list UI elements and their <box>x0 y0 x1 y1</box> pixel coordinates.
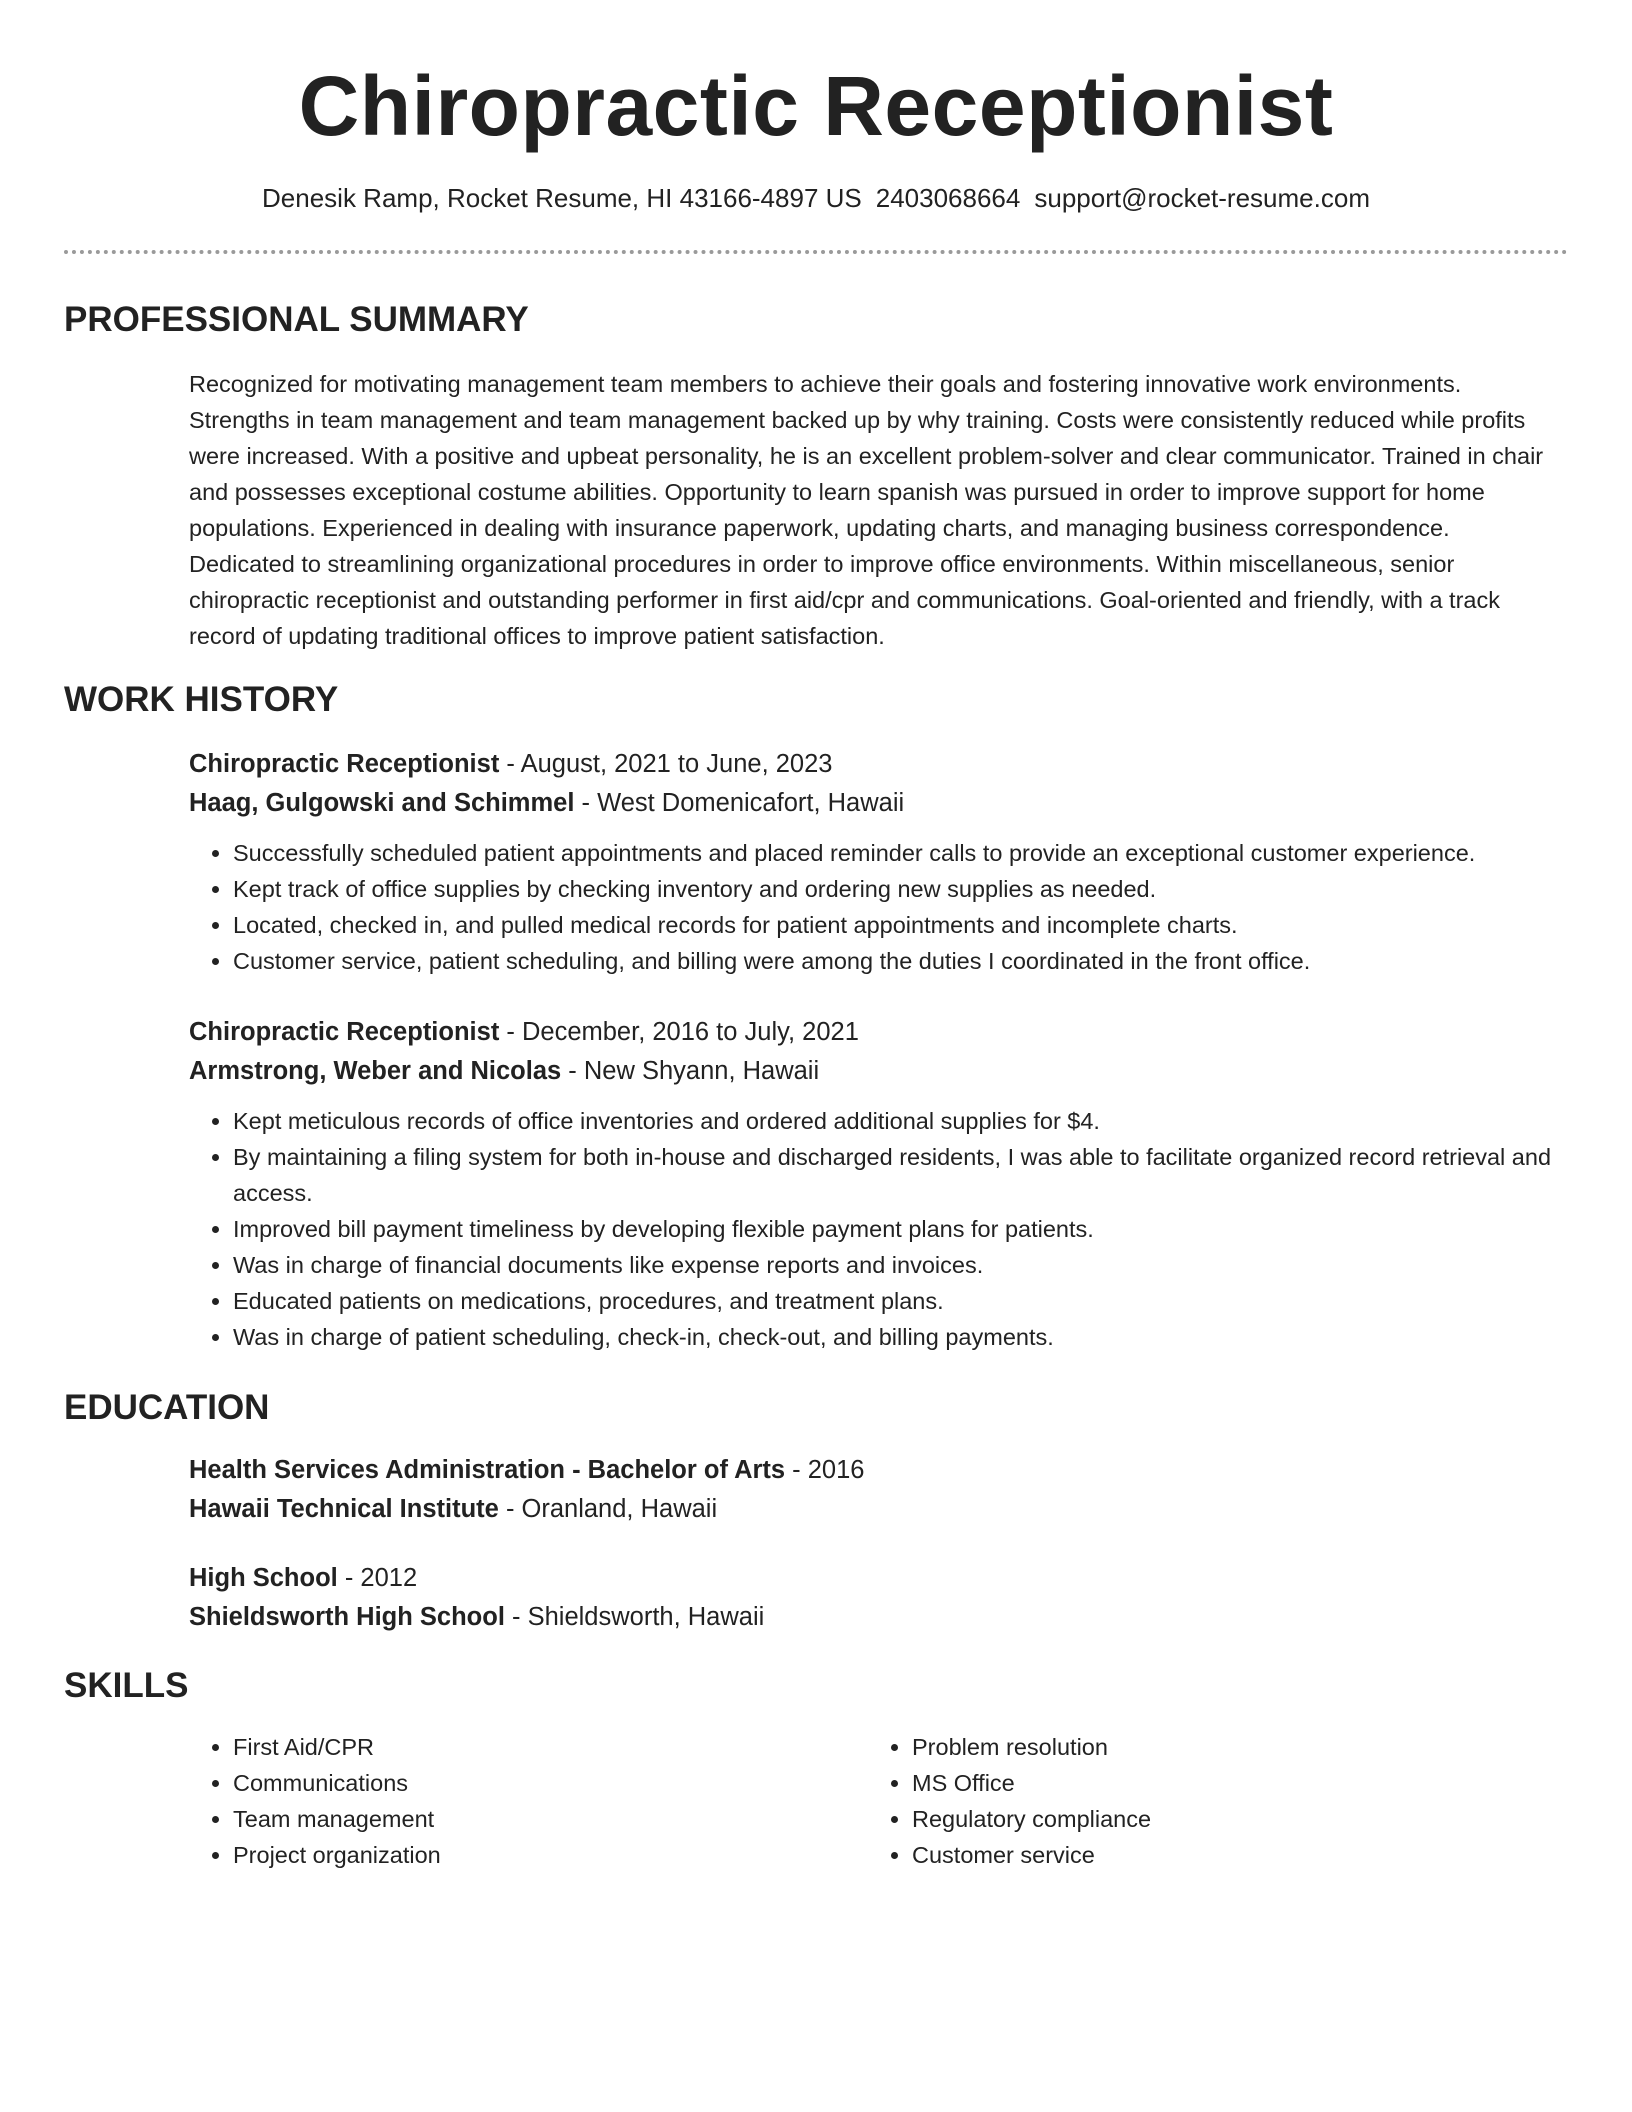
education-entry <box>189 1451 1559 1529</box>
contact-phone: 2403068664 <box>875 183 1021 213</box>
job-dates: - August, 2021 to June, 2023 <box>499 750 833 778</box>
job-dates: - December, 2016 to July, 2021 <box>499 1018 859 1046</box>
skill-item: • Project organization <box>233 1837 829 1873</box>
contact-email[interactable]: support@rocket-resume.com <box>1034 183 1370 213</box>
school-name: Shieldsworth High School <box>189 1603 505 1631</box>
job-employer: Haag, Gulgowski and Schimmel <box>189 789 575 817</box>
skill-item: • Regulatory compliance <box>912 1801 1508 1837</box>
education-entry <box>189 1559 1559 1637</box>
degree-line <box>189 1559 1559 1598</box>
summary-text: Recognized for motivating management team members to achieve their goals and fostering innovative work environments. Strengths in team management and team management backed up by why training. Costs were consistently reduced while profits were increased. With a positive and upbeat personality, he is an excellent problem-solver and clear communicator. Trained in chair and possesses exceptional costume abilities. Opportunity to learn spanish was pursued in order to improve support for home populations. Experienced in dealing with insurance paperwork, updating charts, and managing business correspondence. Dedicated to streamlining organizational procedures in order to improve office environments. Within miscellaneous, senior chiropractic receptionist and outstanding performer in first aid/cpr and communications. Goal-oriented and friendly, with a track record of updating traditional offices to improve patient satisfaction. <box>189 371 1544 649</box>
list-item: • Improved bill payment timeliness by developing flexible payment plans for patients. <box>233 1211 1559 1247</box>
skill-item: • Problem resolution <box>912 1729 1508 1765</box>
list-item: • Customer service, patient scheduling, and billing were among the duties I coordinated in the front office. <box>233 943 1559 979</box>
list-item: • Kept meticulous records of office inventories and ordered additional supplies for $4. <box>233 1103 1559 1139</box>
degree-line <box>189 1451 1559 1490</box>
degree-year: - 2012 <box>337 1564 418 1592</box>
job-role: Chiropractic Receptionist <box>189 750 500 778</box>
job-location: - West Domenicafort, Hawaii <box>574 789 905 817</box>
school-location: - Oranland, Hawaii <box>498 1495 718 1523</box>
degree-name: Health Services Administration - Bachelor of Arts <box>189 1456 786 1484</box>
job-duties-list <box>189 835 1559 979</box>
degree-year: - 2016 <box>785 1456 865 1484</box>
education-heading: EDUCATION <box>64 1388 270 1427</box>
school-location: - Shieldsworth, Hawaii <box>504 1603 765 1631</box>
summary-section <box>189 366 1559 654</box>
skills-column-left <box>189 1729 829 1873</box>
job-employer: Armstrong, Weber and Nicolas <box>189 1057 562 1085</box>
school-line <box>189 1490 1559 1529</box>
skills-list-left <box>189 1729 829 1873</box>
list-item: • Successfully scheduled patient appointments and placed reminder calls to provide an exceptional customer experience. <box>233 835 1559 871</box>
job-employer-line <box>189 1052 1559 1091</box>
job-entry <box>189 745 1559 979</box>
header-divider <box>64 250 1568 254</box>
job-entry <box>189 1013 1559 1355</box>
job-title-line <box>189 1013 1559 1052</box>
school-line <box>189 1598 1559 1637</box>
skills-heading: SKILLS <box>64 1666 189 1705</box>
job-title-line <box>189 745 1559 784</box>
skill-item: • Communications <box>233 1765 829 1801</box>
job-location: - New Shyann, Hawaii <box>561 1057 820 1085</box>
job-employer-line <box>189 784 1559 823</box>
list-item: • Was in charge of patient scheduling, check-in, check-out, and billing payments. <box>233 1319 1559 1355</box>
school-name: Hawaii Technical Institute <box>189 1495 499 1523</box>
contact-address: Denesik Ramp, Rocket Resume, HI 43166-4897 US <box>262 183 862 213</box>
skills-list-right <box>868 1729 1508 1873</box>
job-duties-list <box>189 1103 1559 1355</box>
work-history-heading: WORK HISTORY <box>64 680 339 719</box>
skill-item: • First Aid/CPR <box>233 1729 829 1765</box>
skill-item: • MS Office <box>912 1765 1508 1801</box>
contact-line <box>0 180 1632 216</box>
candidate-name: Chiropractic Receptionist <box>298 59 1334 153</box>
summary-heading: PROFESSIONAL SUMMARY <box>64 300 529 339</box>
skill-item: • Team management <box>233 1801 829 1837</box>
list-item: • Kept track of office supplies by checking inventory and ordering new supplies as needed. <box>233 871 1559 907</box>
list-item: • Located, checked in, and pulled medical records for patient appointments and incomplete charts. <box>233 907 1559 943</box>
list-item: • By maintaining a filing system for both in-house and discharged residents, I was able to facilitate organized record retrieval and access. <box>233 1139 1559 1211</box>
skill-item: • Customer service <box>912 1837 1508 1873</box>
job-role: Chiropractic Receptionist <box>189 1018 500 1046</box>
list-item: • Educated patients on medications, procedures, and treatment plans. <box>233 1283 1559 1319</box>
degree-name: High School <box>189 1564 338 1592</box>
list-item: • Was in charge of financial documents like expense reports and invoices. <box>233 1247 1559 1283</box>
skills-column-right <box>868 1729 1508 1873</box>
